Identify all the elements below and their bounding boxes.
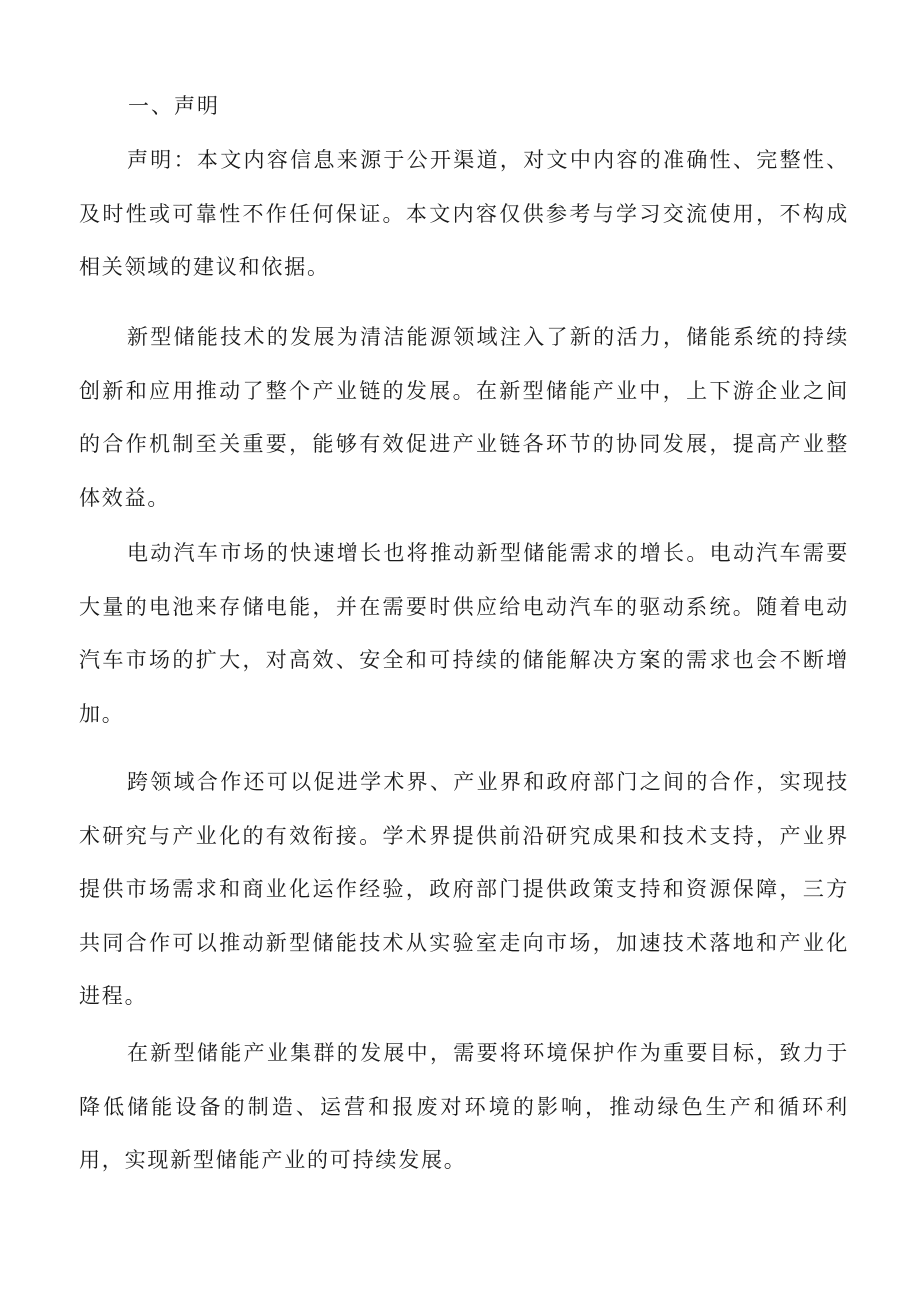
body-paragraph-storage-tech: 新型储能技术的发展为清洁能源领域注入了新的活力，储能系统的持续创新和应用推动了整个产业链的发展。在新型储能产业中，上下游企业之间的合作机制至关重要，能够有效促进产业链各环节的协同发展，提高产业整体效益。	[79, 325, 849, 510]
body-paragraph-environment: 在新型储能产业集群的发展中，需要将环境保护作为重要目标，致力于降低储能设备的制造、运营和报废对环境的影响，推动绿色生产和循环利用，实现新型储能产业的可持续发展。	[79, 1041, 849, 1172]
disclaimer-paragraph: 声明：本文内容信息来源于公开渠道，对文中内容的准确性、完整性、及时性或可靠性不作任何保证。本文内容仅供参考与学习交流使用，不构成相关领域的建议和依据。	[79, 148, 849, 279]
section-heading: 一、声明	[128, 94, 220, 118]
body-paragraph-cross-domain: 跨领域合作还可以促进学术界、产业界和政府部门之间的合作，实现技术研究与产业化的有效衔接。学术界提供前沿研究成果和技术支持，产业界提供市场需求和商业化运作经验，政府部门提供政策支持和资源保障，三方共同合作可以推动新型储能技术从实验室走向市场，加速技术落地和产业化进程。	[79, 770, 849, 1008]
body-paragraph-ev-market: 电动汽车市场的快速增长也将推动新型储能需求的增长。电动汽车需要大量的电池来存储电能，并在需要时供应给电动汽车的驱动系统。随着电动汽车市场的扩大，对高效、安全和可持续的储能解决方案的需求也会不断增加。	[79, 541, 849, 726]
